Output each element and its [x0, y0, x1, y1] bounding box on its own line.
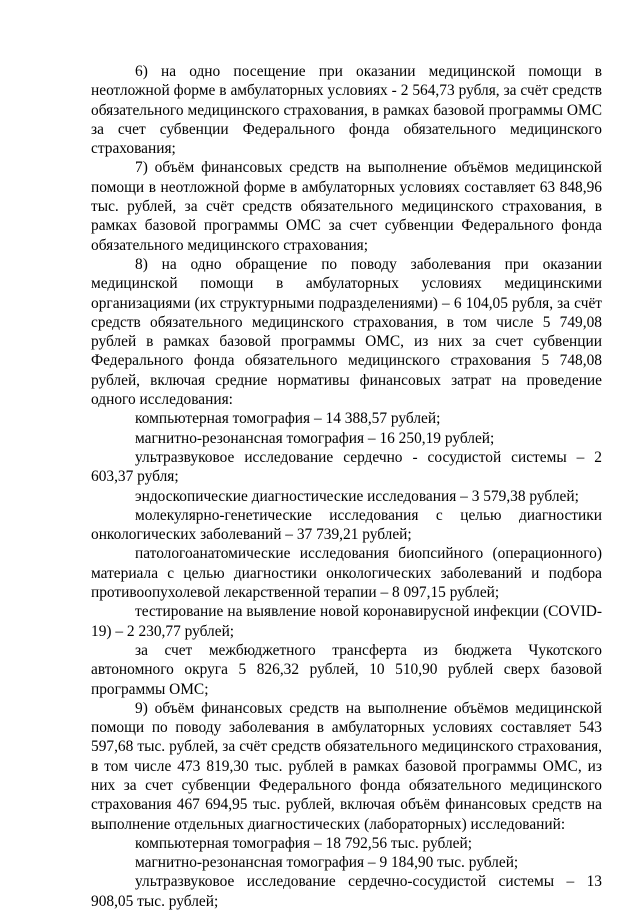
paragraph-cardio-ultrasound-cost: ультразвуковое исследование сердечно - сосудистой системы – 2 603,37 рубля;	[91, 448, 602, 486]
paragraph-ct-cost: компьютерная томография – 14 388,57 рублей;	[135, 410, 441, 428]
paragraph-covid-testing-cost: тестирование на выявление новой коронавирусной инфекции (COVID-19) – 2 230,77 рублей;	[91, 603, 602, 640]
paragraph-item-9-disease-volume: 9) объём финансовых средств на выполнение объёмов медицинской помощи по поводу заболевания в амбулаторных условиях составляет 543 597,68 тыс. рублей, за счёт средств обязательного медицинского страхования, в том числе 473 819,30 тыс. рублей в рамках базовой программы ОМС, из них за счет субвенции Федерального фонда обязательного медицинского страхования 467 694,95 тыс. рублей, включая объём финансовых средств на выполнение отдельных диагностических (лабораторных) исследований:	[91, 699, 602, 833]
paragraph-pathology-cost: патологоанатомические исследования биопсийного (операционного) материала с целью диагностики онкологических заболеваний и подбора противоопухолевой лекарственной терапии – 8 097,15 рублей;	[91, 545, 602, 602]
paragraph-item-8-disease-appeal: 8) на одно обращение по поводу заболевания при оказании медицинской помощи в амбулаторных условиях медицинскими организациями (их структурными подразделениями) – 6 104,05 рубля, за счёт средств обязательного медицинского страхования, в том числе 5 749,08 рублей в рамках базовой программы ОМС, из них за счет субвенции Федерального фонда обязательного медицинского страхования 5 748,08 рублей, включая средние нормативы финансовых затрат на проведение одного исследования:	[91, 255, 602, 409]
paragraph-mri-cost: магнитно-резонансная томография – 16 250,19 рублей;	[135, 429, 495, 447]
paragraph-item-7-urgent-care-volume: 7) объём финансовых средств на выполнение объёмов медицинской помощи в неотложной форме в амбулаторных условиях составляет 63 848,96 тыс. рублей, за счёт средств обязательного медицинского страхования, в рамках базовой программы ОМС за счет субвенции Федерального фонда обязательного медицинского страхования;	[91, 159, 602, 254]
paragraph-molecular-genetic-cost: молекулярно-генетические исследования с целью диагностики онкологических заболеваний – 37 739,21 рублей;	[91, 506, 602, 544]
paragraph-mri-volume: магнитно-резонансная томография – 9 184,90 тыс. рублей;	[135, 854, 519, 872]
paragraph-interbudget-transfer: за счет межбюджетного трансферта из бюджета Чукотского автономного округа 5 826,32 рублей, 10 510,90 рублей сверх базовой программы ОМС;	[91, 641, 602, 698]
paragraph-endoscopy-cost: эндоскопические диагностические исследования – 3 579,38 рублей;	[135, 487, 579, 505]
paragraph-cardio-ultrasound-volume: ультразвуковое исследование сердечно-сосудистой системы – 13 908,05 тыс. рублей;	[91, 873, 602, 910]
paragraph-ct-volume: компьютерная томография – 18 792,56 тыс. рублей;	[135, 834, 472, 852]
paragraph-item-6-visit-urgent-care: 6) на одно посещение при оказании медицинской помощи в неотложной форме в амбулаторных условиях - 2 564,73 рубля, за счёт средств обязательного медицинского страхования, в рамках базовой программы ОМС за счет субвенции Федерального фонда обязательного медицинского страхования;	[91, 63, 602, 158]
